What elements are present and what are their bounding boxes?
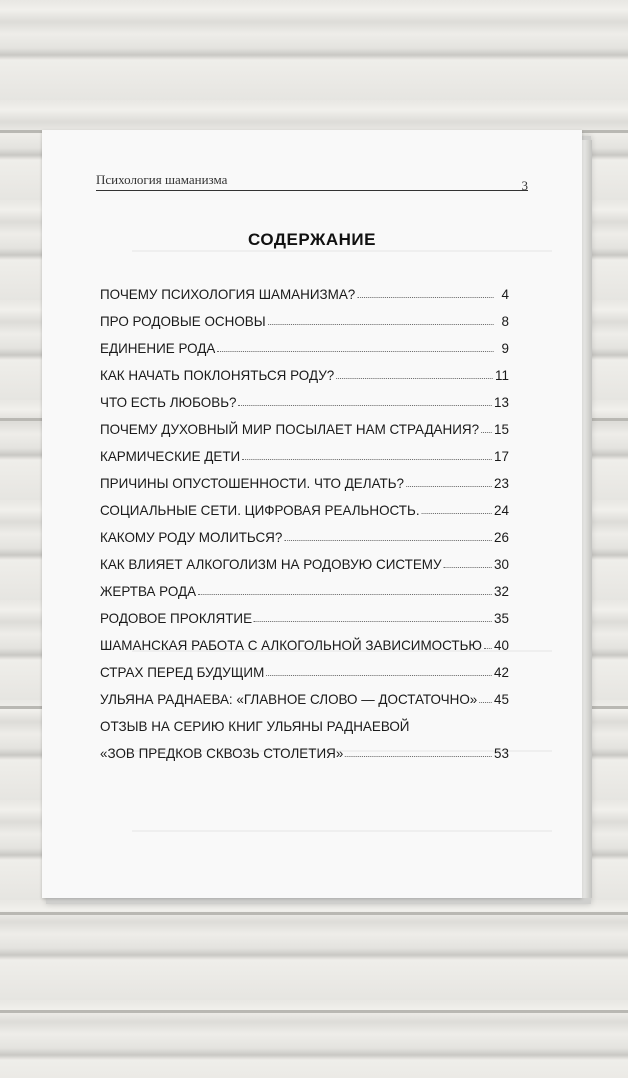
toc-entry-page: 11	[494, 367, 509, 383]
toc-entry-page: 26	[494, 529, 509, 545]
toc-entry-page: 42	[494, 664, 509, 680]
toc-entry-title: ЕДИНЕНИЕ РОДА	[100, 340, 216, 356]
dot-leader	[284, 540, 492, 541]
toc-entry-title: «ЗОВ ПРЕДКОВ СКВОЗЬ СТОЛЕТИЯ»	[100, 745, 344, 761]
toc-entry-page: 13	[494, 394, 509, 410]
dot-leader	[336, 378, 493, 379]
toc-entry	[100, 464, 509, 491]
toc-entry-title: КАК ВЛИЯЕТ АЛКОГОЛИЗМ НА РОДОВУЮ СИСТЕМУ	[100, 556, 442, 572]
dot-leader	[198, 594, 492, 595]
toc-entry	[100, 599, 509, 626]
toc-entry-page: 17	[494, 448, 509, 464]
toc-entry-title: СОЦИАЛЬНЫЕ СЕТИ. ЦИФРОВАЯ РЕАЛЬНОСТЬ.	[100, 502, 420, 518]
toc-entry	[100, 410, 509, 437]
dot-leader	[481, 432, 492, 433]
toc-entry	[100, 302, 509, 329]
toc-entry	[100, 707, 509, 734]
dot-leader	[268, 324, 494, 325]
toc-entry-page: 9	[501, 340, 509, 356]
toc-entry	[100, 734, 509, 761]
toc-entry-title: КАРМИЧЕСКИЕ ДЕТИ	[100, 448, 241, 464]
toc-entry	[100, 518, 509, 545]
toc-entry-page: 30	[494, 556, 509, 572]
dot-leader	[238, 405, 492, 406]
dot-leader	[254, 621, 492, 622]
toc-entry-title: ЧТО ЕСТЬ ЛЮБОВЬ?	[100, 394, 237, 410]
toc-title: СОДЕРЖАНИЕ	[248, 230, 376, 249]
page-number: 3	[521, 178, 528, 193]
book-page	[42, 130, 582, 898]
dot-leader	[479, 702, 492, 703]
toc-entry-title: РОДОВОЕ ПРОКЛЯТИЕ	[100, 610, 253, 626]
dot-leader	[484, 648, 492, 649]
toc-entry	[100, 680, 509, 707]
wood-seam	[0, 1010, 628, 1013]
page-edge	[582, 140, 592, 898]
toc-entry-page: 53	[494, 745, 509, 761]
table-of-contents	[100, 275, 509, 761]
dot-leader	[242, 459, 492, 460]
dot-leader	[345, 756, 492, 757]
dot-leader	[266, 675, 492, 676]
toc-entry-title: СТРАХ ПЕРЕД БУДУЩИМ	[100, 664, 265, 680]
toc-entry	[100, 491, 509, 518]
bleed-through	[132, 830, 552, 832]
toc-entry-page: 4	[501, 286, 509, 302]
dot-leader	[443, 567, 492, 568]
wood-seam	[0, 912, 628, 915]
toc-entry-page: 40	[494, 637, 509, 653]
dot-leader	[406, 486, 492, 487]
toc-entry-page: 15	[494, 421, 509, 437]
dot-leader	[421, 513, 492, 514]
toc-entry	[100, 329, 509, 356]
toc-entry-title: ПОЧЕМУ ДУХОВНЫЙ МИР ПОСЫЛАЕТ НАМ СТРАДАНИЯ?	[100, 421, 480, 437]
toc-entry-title: КАК НАЧАТЬ ПОКЛОНЯТЬСЯ РОДУ?	[100, 367, 335, 383]
toc-entry-page: 45	[494, 691, 509, 707]
toc-entry-page: 35	[494, 610, 509, 626]
toc-entry-page: 32	[494, 583, 509, 599]
toc-entry-page: 8	[501, 313, 509, 329]
toc-entry-title: ПРИЧИНЫ ОПУСТОШЕННОСТИ. ЧТО ДЕЛАТЬ?	[100, 475, 405, 491]
toc-entry	[100, 437, 509, 464]
running-head: Психология шаманизма	[96, 172, 528, 191]
toc-entry	[100, 572, 509, 599]
toc-entry-page: 23	[494, 475, 509, 491]
toc-entry-title: ПРО РОДОВЫЕ ОСНОВЫ	[100, 313, 266, 329]
toc-entry-title: ОТЗЫВ НА СЕРИЮ КНИГ УЛЬЯНЫ РАДНАЕВОЙ	[100, 718, 410, 734]
toc-entry	[100, 545, 509, 572]
dot-leader	[217, 351, 493, 352]
toc-entry	[100, 275, 509, 302]
toc-entry	[100, 626, 509, 653]
toc-entry-page: 24	[494, 502, 509, 518]
toc-entry-title: УЛЬЯНА РАДНАЕВА: «ГЛАВНОЕ СЛОВО — ДОСТАТОЧНО»	[100, 691, 478, 707]
toc-entry	[100, 383, 509, 410]
bleed-through	[132, 250, 552, 252]
dot-leader	[357, 297, 493, 298]
toc-entry	[100, 653, 509, 680]
toc-entry-title: КАКОМУ РОДУ МОЛИТЬСЯ?	[100, 529, 283, 545]
toc-entry-title: ШАМАНСКАЯ РАБОТА С АЛКОГОЛЬНОЙ ЗАВИСИМОСТЬЮ	[100, 637, 482, 653]
toc-entry-title: ЖЕРТВА РОДА	[100, 583, 197, 599]
toc-entry	[100, 356, 509, 383]
toc-entry-title: ПОЧЕМУ ПСИХОЛОГИЯ ШАМАНИЗМА?	[100, 286, 356, 302]
